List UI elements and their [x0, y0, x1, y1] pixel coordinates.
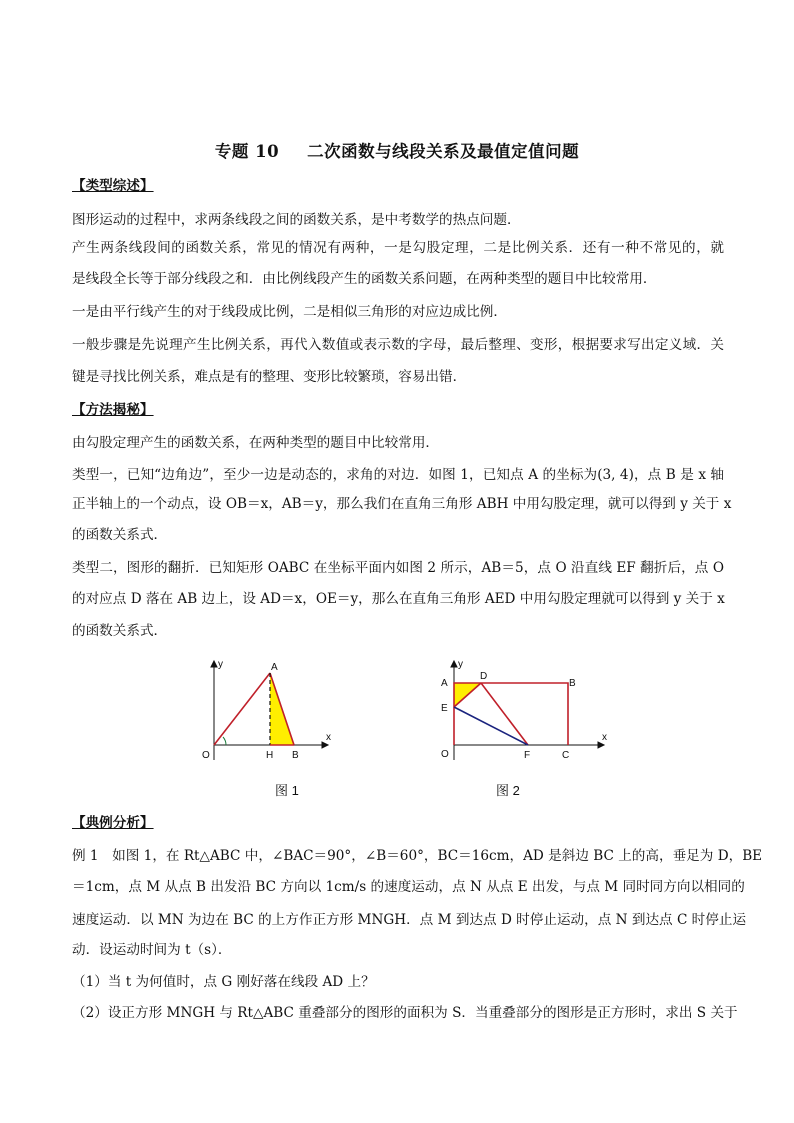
segment-oa: [214, 673, 270, 745]
example-line: 速度运动．以 MN 为边在 BC 的上方作正方形 MNGH．点 M 到达点 D 时停止运动，点 N 到达点 C 时停止运: [72, 912, 747, 928]
label-h: H: [266, 750, 274, 761]
figure-2-caption: 图 2: [496, 783, 520, 798]
label-c: C: [562, 750, 570, 761]
method-line: 正半轴上的一个动点，设 OB＝x，AB＝y，那么我们在直角三角形 ABH 中用勾股定理，就可以得到 y 关于 x: [72, 496, 732, 512]
label-y: y: [458, 659, 463, 670]
label-y: y: [218, 659, 223, 670]
label-d: D: [480, 671, 488, 682]
angle-arc: [223, 737, 226, 745]
segment-ef: [454, 707, 528, 745]
topic-title: 二次函数与线段关系及最值定值问题: [307, 142, 580, 161]
label-b: B: [569, 678, 576, 689]
segment-df: [481, 683, 528, 745]
y-axis-arrow: [211, 661, 217, 667]
overview-line: 一是由平行线产生的对于线段成比例，二是相似三角形的对应边成比例．: [72, 304, 507, 320]
question-1: （1）当 t 为何值时，点 G 刚好落在线段 AD 上？: [72, 974, 375, 990]
method-line: 类型一，已知“边角边”，至少一边是动态的，求角的对边．如图 1，已知点 A 的坐标为(3, 4)，点 B 是 x 轴: [72, 467, 724, 483]
label-a: A: [271, 662, 278, 673]
section-method-heading: 【方法揭秘】: [72, 402, 154, 418]
section-overview-heading: 【类型综述】: [72, 178, 154, 194]
example-line: 动．设运动时间为 t（s）．: [72, 942, 232, 958]
overview-line: 是线段全长等于部分线段之和．由比例线段产生的函数关系问题，在两种类型的题目中比较常用．: [72, 271, 657, 287]
section-examples-heading: 【典例分析】: [72, 815, 154, 831]
figure-2-diagram: [428, 655, 613, 765]
label-b: B: [292, 750, 299, 761]
overview-line: 键是寻找比例关系，难点是有的整理、变形比较繁琐，容易出错．: [72, 369, 467, 385]
example-line: ＝1cm，点 M 从点 B 出发沿 BC 方向以 1cm/s 的速度运动，点 N 从点 E 出发，与点 M 同时同方向以相同的: [72, 879, 745, 895]
overview-line: 一般步骤是先说理产生比例关系，再代入数值或表示数的字母，最后整理、变形，根据要求写出定义域．关: [72, 337, 724, 353]
label-x: x: [326, 732, 331, 743]
label-o: O: [202, 750, 210, 761]
label-a: A: [441, 678, 448, 689]
label-x: x: [602, 732, 607, 743]
label-f: F: [524, 750, 531, 761]
y-axis-arrow: [451, 661, 457, 667]
label-o: O: [441, 749, 449, 760]
method-line: 的函数关系式．: [72, 527, 168, 543]
figure-1-caption: 图 1: [275, 783, 299, 798]
figure-1-diagram: [186, 655, 336, 765]
method-line: 由勾股定理产生的函数关系，在两种类型的题目中比较常用．: [72, 435, 440, 451]
method-line: 的函数关系式．: [72, 623, 168, 639]
method-line: 的对应点 D 落在 AB 边上，设 AD＝x，OE＝y，那么在直角三角形 AED 中用勾股定理就可以得到 y 关于 x: [72, 591, 725, 607]
label-e: E: [441, 703, 448, 714]
question-2: （2）设正方形 MNGH 与 Rt△ABC 重叠部分的图形的面积为 S．当重叠部分的图形是正方形时，求出 S 关于: [72, 1005, 738, 1021]
overview-line: 产生两条线段间的函数关系，常见的情况有两种，一是勾股定理，二是比例关系．还有一种不常见的，就: [72, 240, 724, 256]
page-title: [0, 138, 794, 162]
method-line: 类型二，图形的翻折．已知矩形 OABC 在坐标平面内如图 2 所示，AB＝5，点 O 沿直线 EF 翻折后，点 O: [72, 560, 724, 576]
overview-line: 图形运动的过程中，求两条线段之间的函数关系，是中考数学的热点问题．: [72, 212, 521, 228]
example-line: 例 1 如图 1，在 Rt△ABC 中，∠BAC＝90°，∠B＝60°，BC＝16cm，AD 是斜边 BC 上的高，垂足为 D，BE: [72, 848, 763, 864]
topic-number: 专题 10: [214, 142, 280, 161]
